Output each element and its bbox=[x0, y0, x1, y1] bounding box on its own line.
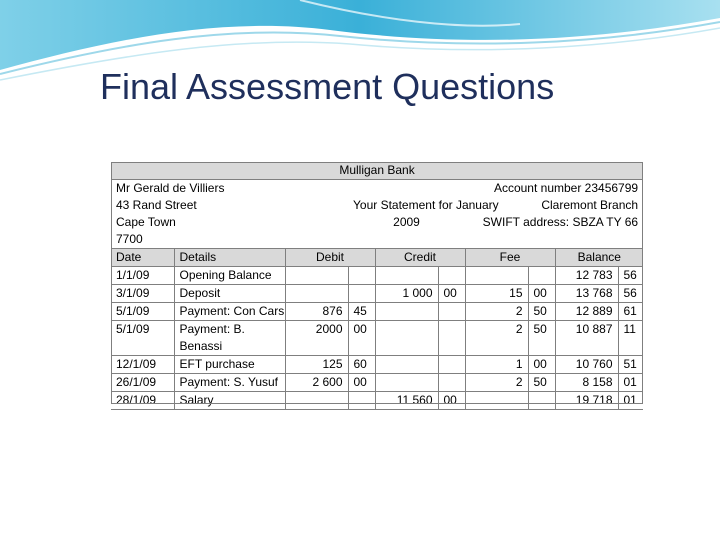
cell-debit-rand: 2 600 bbox=[285, 374, 348, 392]
branch-name: Claremont Branch bbox=[541, 198, 639, 212]
cell-date: 5/1/09 bbox=[111, 303, 174, 321]
cell-credit-rand: 11 560 bbox=[375, 392, 438, 410]
cell-date: 28/1/09 bbox=[111, 392, 174, 410]
table-row bbox=[111, 285, 643, 303]
cell-balance-cents: 01 bbox=[618, 374, 643, 392]
cell-balance-rand: 13 768 bbox=[555, 285, 618, 303]
cell-details: Salary bbox=[174, 392, 285, 410]
customer-line-2: 43 Rand Street bbox=[116, 198, 197, 212]
cell-credit-cents bbox=[438, 303, 465, 321]
cell-date: 1/1/09 bbox=[111, 267, 174, 285]
col-header-balance: Balance bbox=[555, 249, 643, 267]
cell-balance-rand: 12 783 bbox=[555, 267, 618, 285]
cell-debit-cents bbox=[348, 392, 375, 410]
swift-address: SWIFT address: SBZA TY 66 bbox=[482, 215, 639, 229]
cell-balance-rand: 10 760 bbox=[555, 356, 618, 374]
cell-debit-rand: 876 bbox=[285, 303, 348, 321]
table-row bbox=[111, 303, 643, 321]
cell-balance-cents: 01 bbox=[618, 392, 643, 410]
cell-credit-cents bbox=[438, 267, 465, 285]
customer-line-4: 7700 bbox=[116, 232, 143, 246]
cell-fee-rand: 15 bbox=[465, 285, 528, 303]
statement-title: Your Statement for January bbox=[353, 198, 499, 212]
cell-credit-cents: 00 bbox=[438, 285, 465, 303]
cell-debit-rand: 125 bbox=[285, 356, 348, 374]
cell-debit-rand bbox=[285, 285, 348, 303]
bank-name: Mulligan Bank bbox=[339, 163, 415, 177]
cell-credit-cents bbox=[438, 321, 465, 356]
cell-date: 3/1/09 bbox=[111, 285, 174, 303]
cell-fee-rand bbox=[465, 392, 528, 410]
customer-line-1: Mr Gerald de Villiers bbox=[111, 180, 348, 198]
table-row bbox=[111, 356, 643, 374]
table-row bbox=[111, 267, 643, 285]
cell-debit-cents: 60 bbox=[348, 356, 375, 374]
cell-fee-cents: 00 bbox=[528, 356, 555, 374]
cell-details: Payment: Con Cars bbox=[174, 303, 285, 321]
cell-fee-rand: 2 bbox=[465, 374, 528, 392]
table-header-row bbox=[111, 249, 643, 267]
cell-debit-cents: 00 bbox=[348, 374, 375, 392]
cell-debit-rand: 2000 bbox=[285, 321, 348, 356]
cell-fee-cents bbox=[528, 267, 555, 285]
cell-fee-rand: 2 bbox=[465, 321, 528, 356]
col-header-date: Date bbox=[111, 249, 174, 267]
cell-credit-rand bbox=[375, 321, 438, 356]
customer-line-3: Cape Town bbox=[116, 215, 176, 229]
cell-debit-rand bbox=[285, 392, 348, 410]
cell-debit-cents bbox=[348, 267, 375, 285]
account-number: Account number 23456799 bbox=[465, 180, 643, 198]
col-header-details: Details bbox=[174, 249, 285, 267]
cell-details: Deposit bbox=[174, 285, 285, 303]
cell-fee-rand: 2 bbox=[465, 303, 528, 321]
cell-fee-cents: 50 bbox=[528, 303, 555, 321]
cell-date: 12/1/09 bbox=[111, 356, 174, 374]
cell-balance-cents: 51 bbox=[618, 356, 643, 374]
cell-credit-rand bbox=[375, 267, 438, 285]
cell-debit-cents: 00 bbox=[348, 321, 375, 356]
transaction-rows bbox=[111, 267, 643, 410]
cell-date: 26/1/09 bbox=[111, 374, 174, 392]
cell-balance-cents: 56 bbox=[618, 267, 643, 285]
cell-debit-rand bbox=[285, 267, 348, 285]
cell-balance-rand: 8 158 bbox=[555, 374, 618, 392]
cell-fee-cents bbox=[528, 392, 555, 410]
cell-credit-rand bbox=[375, 374, 438, 392]
col-header-debit: Debit bbox=[285, 249, 375, 267]
cell-credit-rand bbox=[375, 356, 438, 374]
table-row bbox=[111, 392, 643, 410]
col-header-fee: Fee bbox=[465, 249, 555, 267]
cell-fee-rand: 1 bbox=[465, 356, 528, 374]
bank-statement-table bbox=[111, 162, 643, 410]
cell-credit-rand: 1 000 bbox=[375, 285, 438, 303]
cell-credit-cents bbox=[438, 374, 465, 392]
cell-balance-cents: 56 bbox=[618, 285, 643, 303]
cell-fee-cents: 50 bbox=[528, 321, 555, 356]
cell-balance-rand: 12 889 bbox=[555, 303, 618, 321]
cell-balance-rand: 19 718 bbox=[555, 392, 618, 410]
cell-details: EFT purchase bbox=[174, 356, 285, 374]
cell-fee-cents: 00 bbox=[528, 285, 555, 303]
cell-balance-cents: 11 bbox=[618, 321, 643, 356]
cell-details bbox=[174, 321, 285, 356]
cell-balance-cents: 61 bbox=[618, 303, 643, 321]
table-row bbox=[111, 321, 643, 356]
cell-details-line-2: Benassi bbox=[179, 339, 223, 353]
cell-details: Opening Balance bbox=[174, 267, 285, 285]
slide-title: Final Assessment Questions bbox=[100, 66, 555, 107]
cell-details-line-1: Payment: B. bbox=[179, 322, 245, 336]
cell-debit-cents bbox=[348, 285, 375, 303]
col-header-credit: Credit bbox=[375, 249, 465, 267]
cell-fee-cents: 50 bbox=[528, 374, 555, 392]
cell-credit-cents: 00 bbox=[438, 392, 465, 410]
cell-date: 5/1/09 bbox=[111, 321, 174, 356]
cell-credit-rand bbox=[375, 303, 438, 321]
cell-debit-cents: 45 bbox=[348, 303, 375, 321]
table-row bbox=[111, 374, 643, 392]
statement-year: 2009 bbox=[393, 215, 420, 229]
cell-details: Payment: S. Yusuf bbox=[174, 374, 285, 392]
cell-credit-cents bbox=[438, 356, 465, 374]
cell-fee-rand bbox=[465, 267, 528, 285]
cell-balance-rand: 10 887 bbox=[555, 321, 618, 356]
